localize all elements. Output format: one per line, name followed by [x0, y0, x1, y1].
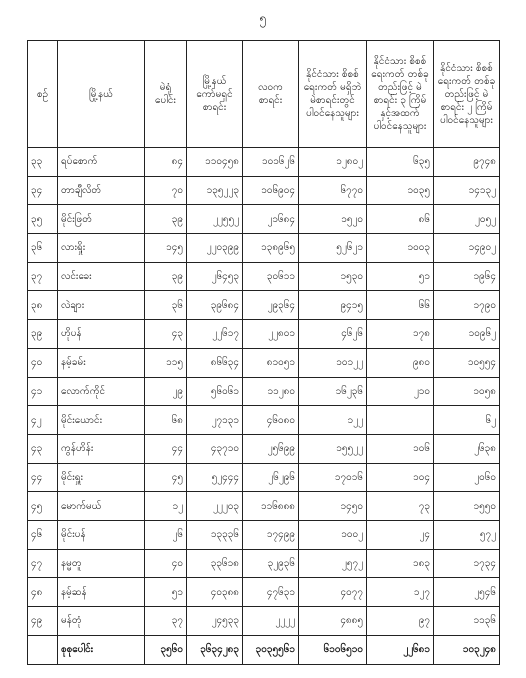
cell-polling-stations: ၄၄ — [145, 434, 187, 463]
table-body — [28, 148, 500, 665]
table-row — [28, 291, 500, 320]
cell-no-card: ၁၄၅၀ — [299, 492, 367, 521]
voter-list-table — [27, 40, 500, 665]
cell-commission-list: ၄၃၇၁၀ — [187, 434, 243, 463]
cell-commission-list: ၃၆၃၄၂၈၃ — [187, 635, 243, 664]
cell-commission-list: ၁၁၀၄၅၈ — [187, 148, 243, 177]
cell-three-times: ၁၀၄ — [367, 463, 434, 492]
cell-township: စုစုပေါင်း — [58, 635, 145, 664]
cell-township: မိုင်းယောင်း — [58, 406, 145, 435]
cell-township: ကွန်ဟိန်း — [58, 434, 145, 463]
cell-no-card: ၄၈၈၅ — [299, 607, 367, 636]
cell-two-times: ၁၀၃၂၄၈ — [434, 635, 500, 664]
cell-three-times: ၉၇ — [367, 607, 434, 636]
table-row — [28, 176, 500, 205]
cell-immigration-list: ၁၇၄၉၉ — [243, 520, 299, 549]
cell-three-times: ၅၁ — [367, 262, 434, 291]
cell-three-times: ၂၄ — [367, 520, 434, 549]
cell-no-card: ၁၂၈၀၂ — [299, 148, 367, 177]
cell-immigration-list: ၈၁၀၅၁ — [243, 348, 299, 377]
table-row — [28, 492, 500, 521]
table-row — [28, 148, 500, 177]
cell-serial: ၃၉ — [28, 320, 58, 349]
header-row — [28, 41, 500, 148]
cell-township: မောက်မယ် — [58, 492, 145, 521]
cell-commission-list: ၂၂၂၀၃ — [187, 492, 243, 521]
cell-polling-stations: ၁၄၅ — [145, 234, 187, 263]
cell-township: မိုင်းပန် — [58, 520, 145, 549]
cell-no-card: ၁၅၂၀ — [299, 205, 367, 234]
cell-commission-list: ၁၃၃၃၆ — [187, 520, 243, 549]
cell-immigration-list: ၁၀၁၆၂၆ — [243, 148, 299, 177]
cell-no-card: ၁၆၂၃၆ — [299, 377, 367, 406]
cell-serial: ၄၂ — [28, 406, 58, 435]
cell-two-times: ၁၅၅၀ — [434, 492, 500, 521]
cell-commission-list: ၃၃၆၁၈ — [187, 549, 243, 578]
cell-serial: ၃၆ — [28, 234, 58, 263]
cell-no-card: ၅၂၆၂၁ — [299, 234, 367, 263]
cell-immigration-list: ၂၁၆၈၄ — [243, 205, 299, 234]
cell-serial: ၄၉ — [28, 607, 58, 636]
cell-three-times: ၂၂၆၈၁ — [367, 635, 434, 664]
total-row — [28, 635, 500, 664]
cell-three-times: ၉၈၀ — [367, 348, 434, 377]
cell-three-times — [367, 406, 434, 435]
cell-polling-stations: ၃၉ — [145, 205, 187, 234]
cell-no-card: ၉၄၁၅ — [299, 291, 367, 320]
cell-polling-stations: ၂၆ — [145, 520, 187, 549]
cell-polling-stations: ၃၉ — [145, 262, 187, 291]
cell-no-card: ၆၁၀၆၅၁၀ — [299, 635, 367, 664]
cell-immigration-list: ၂၅၆၉၉ — [243, 434, 299, 463]
cell-serial — [28, 635, 58, 664]
cell-two-times: ၉၇၄၈ — [434, 148, 500, 177]
cell-polling-stations: ၇၀ — [145, 176, 187, 205]
cell-immigration-list: ၁၃၈၉၆၅ — [243, 234, 299, 263]
cell-no-card: ၁၅၃၀ — [299, 262, 367, 291]
cell-serial: ၄၄ — [28, 463, 58, 492]
cell-polling-stations: ၄၀ — [145, 549, 187, 578]
cell-two-times: ၁၀၅၈ — [434, 377, 500, 406]
table-row — [28, 234, 500, 263]
cell-polling-stations: ၄၅ — [145, 463, 187, 492]
cell-two-times: ၆၂ — [434, 406, 500, 435]
cell-immigration-list: ၃၂၉၃၆ — [243, 549, 299, 578]
cell-commission-list: ၅၂၄၄၄ — [187, 463, 243, 492]
cell-no-card: ၁၀၁၂၂ — [299, 348, 367, 377]
cell-two-times: ၁၇၉၀ — [434, 291, 500, 320]
cell-three-times: ၁၀၃၅ — [367, 176, 434, 205]
cell-immigration-list: ၃၀၃၅၅၆၁ — [243, 635, 299, 664]
cell-immigration-list: ၂၉၃၆၄ — [243, 291, 299, 320]
table-row — [28, 262, 500, 291]
cell-commission-list: ၈၆၆၃၄ — [187, 348, 243, 377]
cell-three-times: ၁၀၆ — [367, 434, 434, 463]
page-number: ၅ — [259, 11, 267, 25]
cell-polling-stations: ၈၄ — [145, 148, 187, 177]
cell-serial: ၃၈ — [28, 291, 58, 320]
cell-no-card: ၁၅၅၂၂ — [299, 434, 367, 463]
header-polling-stations: မဲရုံ ပေါင်း — [145, 41, 187, 148]
cell-three-times: ၁၈၃ — [367, 549, 434, 578]
cell-immigration-list: ၂၆၂၉၆ — [243, 463, 299, 492]
cell-serial: ၄၃ — [28, 434, 58, 463]
header-immigration-list: လဝက စာရင်း — [243, 41, 299, 148]
table-row — [28, 406, 500, 435]
cell-no-card: ၄၀၇၇ — [299, 578, 367, 607]
cell-commission-list: ၁၃၅၂၂၃ — [187, 176, 243, 205]
cell-township: လင်းခေး — [58, 262, 145, 291]
cell-two-times: ၂၀၅၂ — [434, 205, 500, 234]
cell-township: မန်တုံ — [58, 607, 145, 636]
cell-commission-list: ၄၀၃၈၈ — [187, 578, 243, 607]
cell-two-times: ၁၀၅၅၄ — [434, 348, 500, 377]
cell-immigration-list: ၂၂၂၂ — [243, 607, 299, 636]
cell-two-times: ၁၀၉၆၂ — [434, 320, 500, 349]
cell-two-times: ၂၅၄၆ — [434, 578, 500, 607]
cell-township: ရပ်စောက် — [58, 148, 145, 177]
cell-no-card: ၁၇၀၁၆ — [299, 463, 367, 492]
cell-no-card: ၂၅၇၂ — [299, 549, 367, 578]
cell-township: နမ့်ဆန် — [58, 578, 145, 607]
table-row — [28, 348, 500, 377]
cell-commission-list: ၂၇၁၃၁ — [187, 406, 243, 435]
cell-three-times: ၆၆ — [367, 291, 434, 320]
table-row — [28, 377, 500, 406]
cell-three-times: ၁၂၇ — [367, 578, 434, 607]
cell-two-times: ၂၆၃၈ — [434, 434, 500, 463]
cell-polling-stations: ၃၅၆၀ — [145, 635, 187, 664]
cell-township: မိုင်းဖြတ် — [58, 205, 145, 234]
cell-serial: ၃၃ — [28, 148, 58, 177]
table-row — [28, 463, 500, 492]
cell-township: လောက်ကိုင် — [58, 377, 145, 406]
cell-polling-stations: ၆၈ — [145, 406, 187, 435]
cell-two-times: ၁၄၁၃၂ — [434, 176, 500, 205]
cell-no-card: ၁၂၂ — [299, 406, 367, 435]
cell-three-times: ၈၆ — [367, 205, 434, 234]
cell-no-card: ၄၆၂၆ — [299, 320, 367, 349]
cell-township: တာချီလိတ် — [58, 176, 145, 205]
cell-two-times: ၁၁၃၆ — [434, 607, 500, 636]
cell-township: လဲချား — [58, 291, 145, 320]
cell-immigration-list: ၄၆၀၈၀ — [243, 406, 299, 435]
cell-polling-stations: ၄၃ — [145, 320, 187, 349]
cell-commission-list: ၂၆၄၅၃ — [187, 262, 243, 291]
cell-polling-stations: ၁၂ — [145, 492, 187, 521]
table-row — [28, 434, 500, 463]
cell-commission-list: ၂၄၅၃၃ — [187, 607, 243, 636]
table-row — [28, 520, 500, 549]
cell-serial: ၄၁ — [28, 377, 58, 406]
cell-three-times: ၂၁၀ — [367, 377, 434, 406]
cell-polling-stations: ၁၁၅ — [145, 348, 187, 377]
cell-commission-list: ၂၂၀၃၉၉ — [187, 234, 243, 263]
cell-two-times: ၅၇၂ — [434, 520, 500, 549]
cell-immigration-list: ၁၁၆၈၈၈ — [243, 492, 299, 521]
cell-serial: ၄၀ — [28, 348, 58, 377]
header-serial: စဉ် — [28, 41, 58, 148]
cell-township: နမ္မတူ — [58, 549, 145, 578]
table-row — [28, 320, 500, 349]
cell-serial: ၃၅ — [28, 205, 58, 234]
header-two-times: နိုင်ငံသား စိစစ်ရေးကတ် တစ်ခုတည်းဖြင့် မဲစာရင်း ၂ ကြိမ် ပါဝင်နေသူများ — [434, 41, 500, 148]
cell-township: နမ့်ခမ်း — [58, 348, 145, 377]
cell-serial: ၄၇ — [28, 549, 58, 578]
cell-three-times: ၁၀၀၃ — [367, 234, 434, 263]
header-township: မြို့နယ် — [58, 41, 145, 148]
cell-commission-list: ၅၆၀၆၁ — [187, 377, 243, 406]
cell-immigration-list: ၂၂၈၀၁ — [243, 320, 299, 349]
cell-three-times: ၁၇၈ — [367, 320, 434, 349]
table-row — [28, 607, 500, 636]
table-row — [28, 205, 500, 234]
cell-two-times: ၁၇၃၄ — [434, 549, 500, 578]
cell-polling-stations: ၂၉ — [145, 377, 187, 406]
cell-no-card: ၁၀၀၂ — [299, 520, 367, 549]
table-row — [28, 578, 500, 607]
cell-two-times: ၁၉၆၄ — [434, 262, 500, 291]
cell-immigration-list: ၄၇၆၃၁ — [243, 578, 299, 607]
cell-serial: ၃၄ — [28, 176, 58, 205]
cell-two-times: ၁၄၉၀၂ — [434, 234, 500, 263]
cell-commission-list: ၂၂၅၅၂ — [187, 205, 243, 234]
cell-immigration-list: ၁၁၂၈၀ — [243, 377, 299, 406]
cell-township: ဟိုပန် — [58, 320, 145, 349]
cell-polling-stations: ၃၆ — [145, 291, 187, 320]
cell-commission-list: ၂၂၆၁၇ — [187, 320, 243, 349]
cell-no-card: ၆၇၇၀ — [299, 176, 367, 205]
header-commission-list: မြို့နယ် ကော်မရှင် စာရင်း — [187, 41, 243, 148]
cell-township: လားရှိုး — [58, 234, 145, 263]
cell-three-times: ၇၃ — [367, 492, 434, 521]
cell-two-times: ၂၀၆၀ — [434, 463, 500, 492]
cell-serial: ၄၅ — [28, 492, 58, 521]
cell-township: မိုင်းရှူး — [58, 463, 145, 492]
header-no-card: နိုင်ငံသား စိစစ်ရေးကတ် မရှိဘဲ မဲစာရင်းတွင် ပါဝင်နေသူများ — [299, 41, 367, 148]
cell-serial: ၄၈ — [28, 578, 58, 607]
cell-polling-stations: ၅၁ — [145, 578, 187, 607]
cell-commission-list: ၃၉၆၈၄ — [187, 291, 243, 320]
cell-three-times: ၆၃၅ — [367, 148, 434, 177]
table-row — [28, 549, 500, 578]
cell-immigration-list: ၁၀၆၉၀၄ — [243, 176, 299, 205]
header-three-times: နိုင်ငံသား စိစစ်ရေးကတ် တစ်ခုတည်းဖြင့် မဲစာရင်း ၃ ကြိမ် နှင့်အထက် ပါဝင်နေသူများ — [367, 41, 434, 148]
cell-serial: ၄၆ — [28, 520, 58, 549]
cell-serial: ၃၇ — [28, 262, 58, 291]
cell-polling-stations: ၃၇ — [145, 607, 187, 636]
cell-immigration-list: ၃၀၆၁၁ — [243, 262, 299, 291]
